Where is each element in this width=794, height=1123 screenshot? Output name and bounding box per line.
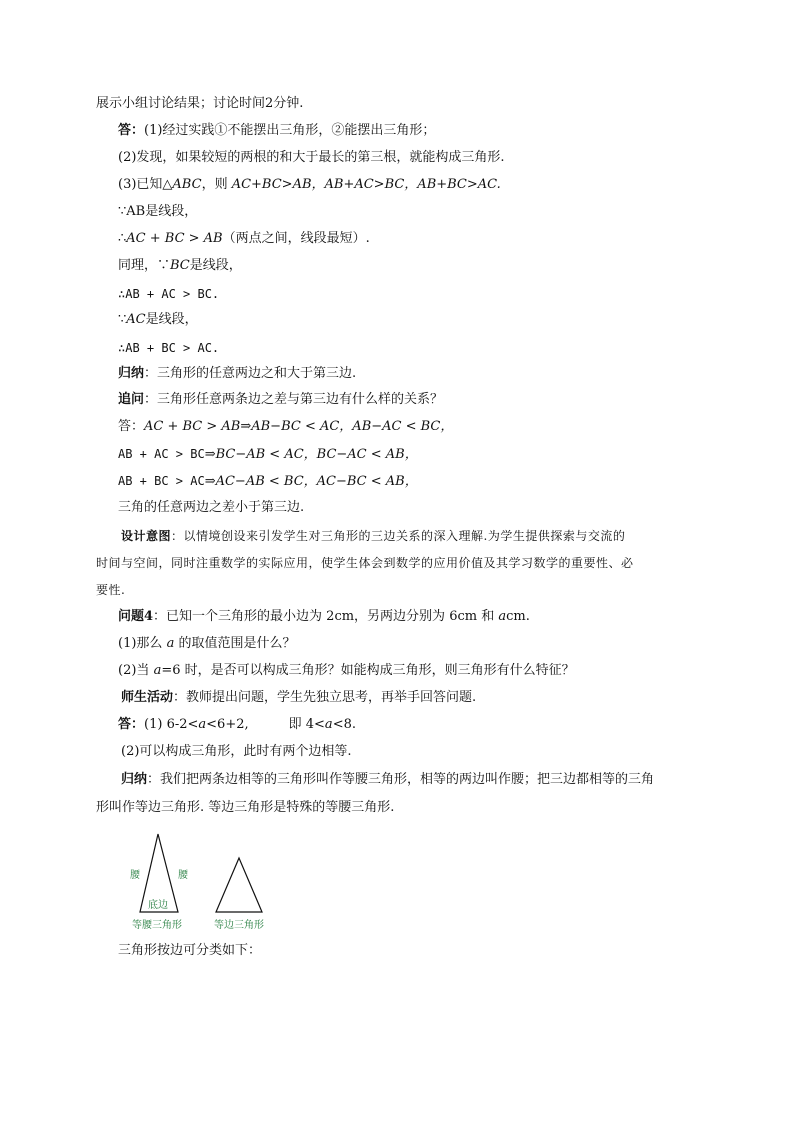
text: ，则	[201, 177, 232, 192]
text: (1)经过实践①不能摆出三角形，②能摆出三角形；	[144, 123, 436, 138]
text: 是线段，	[189, 258, 242, 273]
answer-label: 答：	[118, 123, 145, 138]
text: (1) 6-2<	[144, 717, 199, 732]
line-since-ac	[118, 312, 198, 328]
math-var: a	[153, 663, 162, 678]
answer-label: 答：	[118, 717, 145, 732]
isosceles-caption: 等腰三角形	[132, 920, 182, 931]
equilateral-caption: 等边三角形	[214, 920, 264, 931]
text: <8.	[332, 717, 356, 732]
text: 要性.	[96, 583, 126, 597]
line-answer-range	[118, 717, 356, 733]
text: (2)当	[118, 663, 154, 678]
line-teacher-activity	[121, 690, 476, 706]
line-answer-1	[118, 123, 435, 139]
math-var: a	[198, 717, 207, 732]
line-therefore-1	[118, 231, 370, 247]
math-text: ⇒BC−AB < AC，BC−AC < AB，	[204, 447, 418, 462]
line-answer-ineq-3	[118, 473, 418, 490]
summary-label: 归纳	[121, 772, 148, 787]
text: ：三角形任意两条边之差与第三边有什么样的关系？	[144, 392, 444, 407]
triangle-figure	[120, 828, 290, 932]
line-question-4-part-1	[118, 636, 295, 652]
text: 是线段，	[145, 312, 198, 327]
line-design-intent-3	[96, 582, 125, 598]
line-question-4	[118, 609, 530, 625]
text: (1)那么	[118, 636, 167, 651]
math-var: a	[324, 717, 333, 732]
text: AB + AC > BC	[118, 447, 205, 461]
induction-label: 归纳	[118, 366, 145, 381]
line-design-intent-1	[121, 528, 625, 544]
text: cm.	[506, 609, 530, 624]
line-therefore-3	[118, 340, 219, 356]
line-similarly	[118, 258, 242, 274]
math-var: a	[498, 609, 507, 624]
text: 三角形按边可分类如下：	[118, 943, 262, 958]
design-intent-label: 设计意图	[121, 529, 172, 543]
text: （两点之间，线段最短）.	[222, 231, 370, 246]
line-answer-ineq-1	[118, 419, 453, 435]
line-summary-2	[96, 800, 394, 816]
text: 的取值范围是什么？	[174, 636, 296, 651]
math-text: ABC	[172, 177, 202, 192]
activity-label: 师生活动	[121, 690, 174, 705]
line-classification	[118, 943, 261, 959]
base-label: 底边	[148, 900, 168, 911]
text: 形叫作等边三角形. 等边三角形是特殊的等腰三角形.	[96, 800, 395, 815]
leg-right-label: 腰	[178, 870, 188, 881]
text: =6 时，是否可以构成三角形？如能构成三角形，则三角形有什么特征？	[161, 663, 575, 678]
text: ∴AB + BC > AC.	[118, 341, 220, 355]
text: ：教师提出问题，学生先独立思考，再举手回答问题.	[173, 690, 477, 705]
line-follow-up	[118, 392, 443, 408]
text: ∵AB是线段，	[118, 204, 198, 219]
leg-left-label: 腰	[130, 870, 140, 881]
line-summary-1	[121, 772, 654, 788]
text: ∴AB + AC > BC.	[118, 287, 220, 301]
text: ∵	[118, 312, 127, 327]
line-induction	[118, 366, 356, 382]
text: 展示小组讨论结果；讨论时间2分钟.	[96, 96, 304, 111]
equilateral-triangle	[216, 858, 262, 912]
question-label: 问题4	[118, 609, 154, 624]
text: 即 4<	[288, 717, 325, 732]
math-text: ⇒AC−AB < BC，AC−BC < AB，	[204, 474, 418, 489]
line-discussion	[96, 96, 303, 112]
text: (3)已知△	[118, 177, 173, 192]
math-text: AC+BC>AB，AB+AC>BC，AB+BC>AC.	[231, 177, 501, 192]
follow-up-label: 追问	[118, 392, 145, 407]
text: 时间与空间，同时注重数学的实际应用，使学生体会到数学的应用价值及其学习数学的重要性、必	[96, 556, 634, 570]
text: (2)可以构成三角形，此时有两个边相等.	[121, 744, 352, 759]
text: 三角的任意两边之差小于第三边.	[118, 500, 305, 515]
text: (2)发现，如果较短的两根的和大于最长的第三根，就能构成三角形.	[118, 150, 505, 165]
line-design-intent-2	[96, 555, 634, 571]
math-text: AC	[126, 312, 146, 327]
text: 同理，∵	[118, 258, 171, 273]
text: AB + BC > AC	[118, 474, 205, 488]
text: <6+2,	[206, 717, 249, 732]
text: ：三角形的任意两边之和大于第三边.	[144, 366, 357, 381]
math-text: AC + BC > AB	[126, 231, 223, 246]
math-var: a	[166, 636, 175, 651]
line-therefore-2	[118, 286, 219, 302]
text: ：以情境创设来引发学生对三角形的三边关系的深入理解.为学生提供探索与交流的	[171, 529, 626, 543]
text: ：已知一个三角形的最小边为 2cm，另两边分别为 6cm 和	[153, 609, 499, 624]
math-text: BC	[170, 258, 190, 273]
math-text: AC + BC > AB⇒AB−BC < AC，AB−AC < BC，	[144, 419, 454, 434]
line-since-ab	[118, 204, 197, 220]
line-answer-3	[118, 177, 501, 193]
line-answer-2	[118, 150, 505, 166]
text: ∴	[118, 231, 127, 246]
line-answer-ineq-2	[118, 446, 418, 463]
line-question-4-part-2	[118, 663, 575, 679]
line-conclusion	[118, 500, 304, 516]
line-answer-isosceles	[121, 744, 352, 760]
text: ：我们把两条边相等的三角形叫作等腰三角形，相等的两边叫作腰；把三边都相等的三角	[147, 772, 655, 787]
text: 答：	[118, 419, 145, 434]
